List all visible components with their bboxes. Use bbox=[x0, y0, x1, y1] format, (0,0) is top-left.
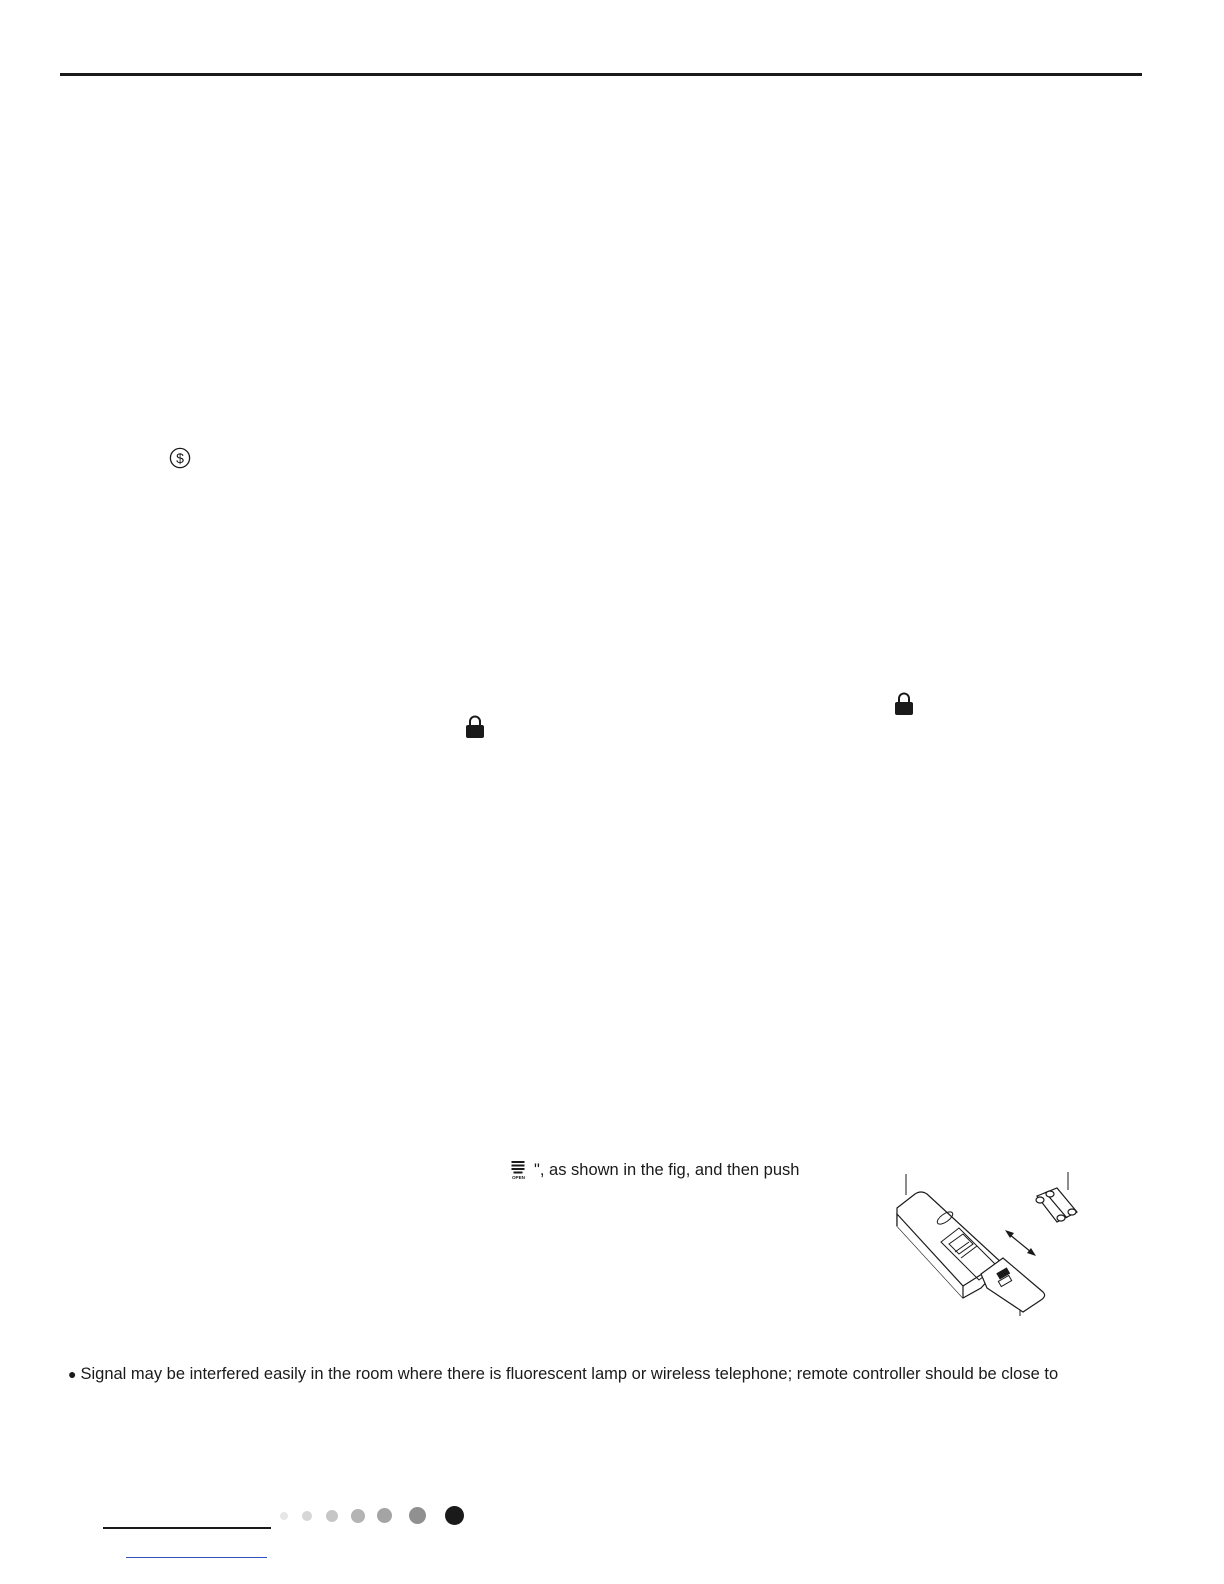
footer-dot bbox=[445, 1506, 464, 1525]
dollar-circle-icon bbox=[169, 447, 191, 469]
footer-dot bbox=[377, 1508, 392, 1523]
footer-link-underline bbox=[126, 1557, 267, 1558]
footer-dot bbox=[302, 1511, 312, 1521]
padlock-icon bbox=[465, 715, 485, 739]
battery-replacement-figure bbox=[885, 1170, 1085, 1318]
footer-dot bbox=[409, 1507, 426, 1524]
battery-cover-open-icon bbox=[510, 1160, 527, 1180]
footer-dot bbox=[280, 1512, 288, 1520]
signal-note-text: Signal may be interfered easily in the room where there is fluorescent lamp or wireless telephone; remote controller should be close to bbox=[80, 1365, 1059, 1383]
svg-text:$: $ bbox=[176, 450, 184, 466]
bullet: ● bbox=[68, 1366, 77, 1382]
footer-rule bbox=[103, 1527, 271, 1529]
footer-dot bbox=[351, 1509, 365, 1523]
svg-text:OPEN: OPEN bbox=[511, 1175, 526, 1180]
signal-note bbox=[68, 1364, 1058, 1384]
battery-step-text: ", as shown in the fig, and then push bbox=[534, 1161, 800, 1179]
footer-dot bbox=[326, 1510, 338, 1522]
padlock-icon bbox=[894, 692, 914, 716]
header-rule bbox=[60, 73, 1142, 76]
